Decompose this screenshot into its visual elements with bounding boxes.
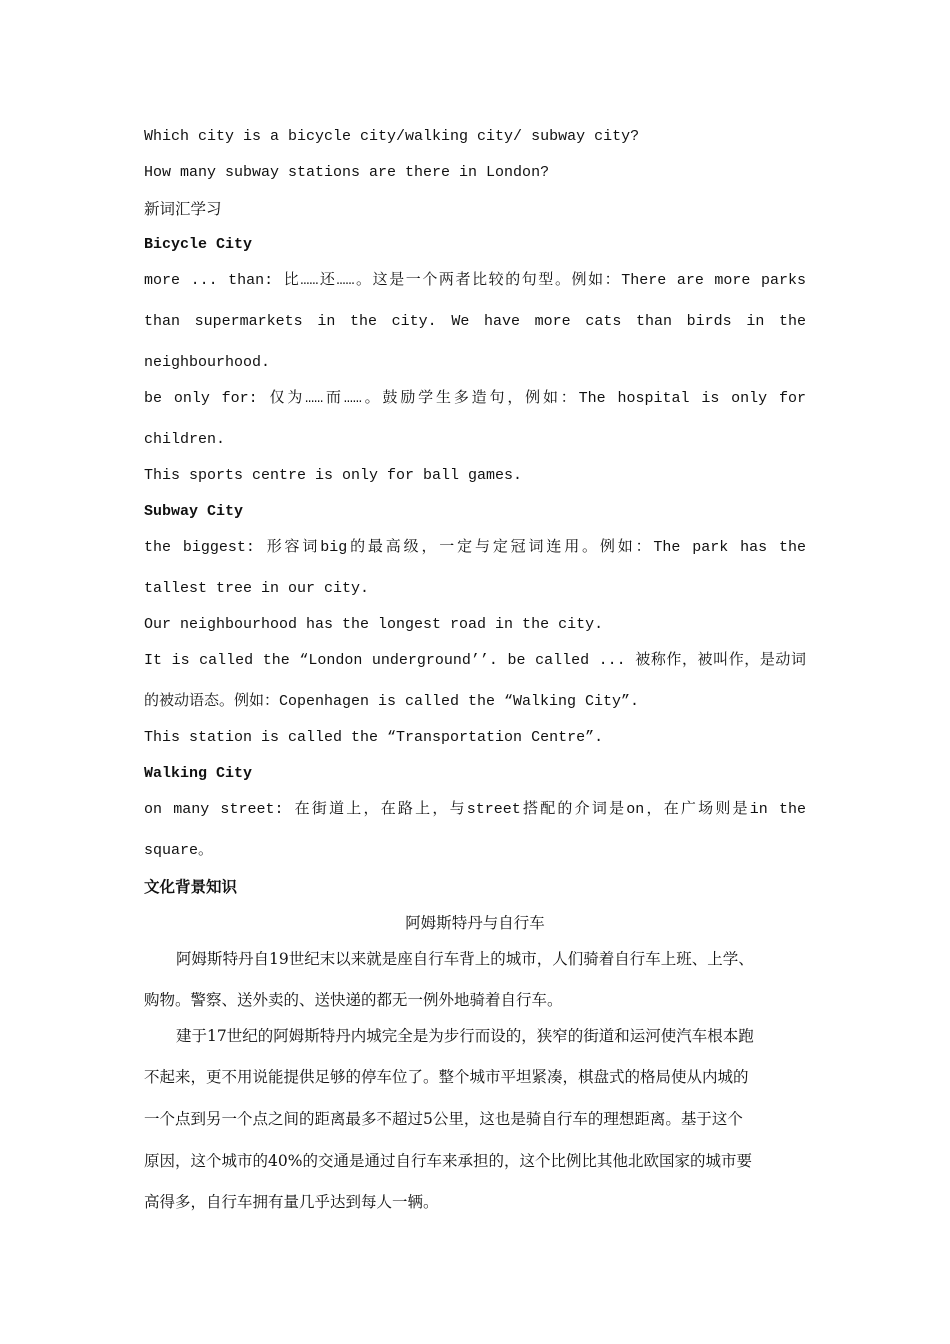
walking-line-2: square。 (144, 842, 214, 859)
paragraph-1-line-1: 阿姆斯特丹自19世纪末以来就是座自行车背上的城市，人们骑着自行车上班、上学、 (176, 950, 754, 968)
subway-city-heading: Subway City (144, 503, 244, 520)
paragraph-2-line-1: 建于17世纪的阿姆斯特丹内城完全是为步行而设的，狭窄的街道和运河使汽车根本跑 (176, 1027, 754, 1045)
bicycle-line-1: more ... than: 比……还……。这是一个两者比较的句型。例如：There are more parks (144, 272, 806, 289)
subway-line-3: Our neighbourhood has the longest road in the city. (144, 616, 604, 633)
walking-city-heading: Walking City (144, 765, 253, 782)
bicycle-line-5: children. (144, 431, 226, 448)
subway-line-6: This station is called the “Transportation Centre”. (144, 729, 604, 746)
question-2: How many subway stations are there in London? (144, 164, 550, 181)
bicycle-line-3: neighbourhood. (144, 354, 271, 371)
paragraph-2-line-3: 一个点到另一个点之间的距离最多不超过5公里，这也是骑自行车的理想距离。基于这个 (144, 1110, 743, 1128)
culture-heading: 文化背景知识 (144, 877, 238, 896)
bicycle-city-heading: Bicycle City (144, 236, 253, 253)
article-title: 阿姆斯特丹与自行车 (405, 914, 545, 932)
subway-line-4: It is called the “London underground’’. be called ... 被称作，被叫作，是动词 (144, 652, 806, 669)
question-1: Which city is a bicycle city/walking city/ subway city? (144, 128, 640, 145)
subway-line-1: the biggest: 形容词big的最高级，一定与定冠词连用。例如：The park has the (144, 539, 806, 556)
paragraph-2-line-2: 不起来，更不用说能提供足够的停车位了。整个城市平坦紧凑，棋盘式的格局使从内城的 (144, 1068, 749, 1086)
subway-line-5: 的被动语态。例如：Copenhagen is called the “Walking City”. (144, 693, 640, 710)
vocab-heading: 新词汇学习 (144, 200, 222, 218)
paragraph-1-line-2: 购物。警察、送外卖的、送快递的都无一例外地骑着自行车。 (144, 991, 563, 1009)
bicycle-line-2: than supermarkets in the city. We have more cats than birds in the (144, 313, 806, 330)
subway-line-2: tallest tree in our city. (144, 580, 370, 597)
walking-line-1: on many street: 在街道上，在路上，与street搭配的介词是on，在广场则是in the (144, 801, 806, 818)
bicycle-line-4: be only for: 仅为……而……。鼓励学生多造句，例如：The hospital is only for (144, 390, 806, 407)
paragraph-2-line-5: 高得多，自行车拥有量几乎达到每人一辆。 (144, 1193, 439, 1211)
paragraph-2-line-4: 原因，这个城市的40%的交通是通过自行车来承担的，这个比例比其他北欧国家的城市要 (144, 1152, 752, 1170)
bicycle-line-6: This sports centre is only for ball games. (144, 467, 523, 484)
